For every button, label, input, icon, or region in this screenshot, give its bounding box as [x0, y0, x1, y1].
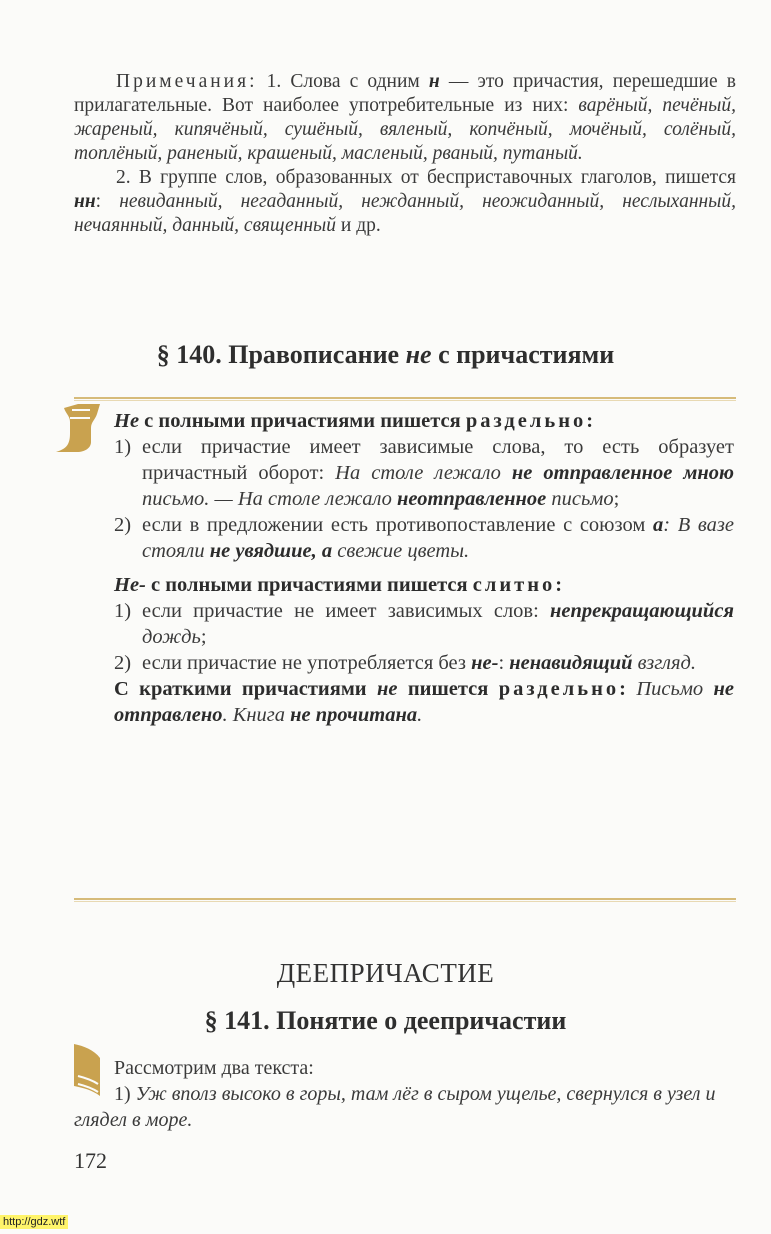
notes-label: Примечания:: [116, 71, 258, 92]
rule-2-spaced: слитно: [472, 574, 556, 596]
rule-1-spaced: раздельно: [465, 410, 587, 432]
rule-top-divider: [74, 397, 736, 399]
item-punct: :: [498, 652, 510, 674]
intro-line-1: Рассмотрим два текста:: [114, 1057, 314, 1079]
item-example-bold: неотправленное: [397, 488, 547, 510]
rule-1-item-2: [114, 512, 734, 564]
note-1-num: 1. Слова с одним: [257, 71, 429, 92]
item-example: На столе лежало: [335, 462, 512, 484]
intro-line-2-num: 1): [114, 1083, 136, 1105]
note-2-end: и др.: [336, 215, 381, 236]
rule-2-heading: [114, 572, 734, 598]
rule-2-item-2: [114, 650, 734, 676]
item-punct: ;: [200, 626, 207, 648]
item-number: 1): [114, 600, 132, 622]
section-140-title: [0, 340, 771, 370]
rule-1-heading: [114, 408, 734, 434]
watermark-link[interactable]: http://gdz.wtf: [0, 1215, 68, 1229]
rule-1-colon: :: [586, 410, 594, 432]
rule-2-colon: :: [555, 574, 563, 596]
item-example-bold: не-: [471, 652, 499, 674]
rule-2-ne: Не-: [114, 574, 146, 596]
section-141-title: § 141. Понятие о деепричастии: [204, 1006, 567, 1035]
item-example-bold: а: [652, 514, 664, 536]
rule-3-colon: :: [619, 678, 637, 700]
item-example: свежие цветы.: [332, 540, 470, 562]
intro-line-2: [74, 1081, 736, 1133]
item-example: письмо. — На столе лежало: [142, 488, 398, 510]
rule-3-example: Письмо: [636, 678, 714, 700]
rule-2-item-1: [114, 598, 734, 650]
rule-marker-icon: [50, 398, 112, 460]
item-text: если причастие имеет зависимые слова, то есть образует причастный оборот:: [142, 436, 734, 484]
rule-3: [114, 676, 734, 728]
section-140-prefix: § 140. Правописание: [156, 340, 406, 369]
note-1-text: — это причастия, перешедшие в прилагательные. Вот наиболее употребительные из них:: [74, 71, 736, 116]
section-140-ne: не: [405, 340, 432, 369]
note-2: [74, 166, 736, 238]
note-2-nn: нн: [74, 191, 96, 212]
notes-block: [74, 70, 736, 238]
item-text: если причастие не употребляется без: [142, 652, 472, 674]
item-example-bold: не отправленное мною: [511, 462, 735, 484]
note-1-examples: варёный, печёный, жареный, кипячёный, сушёный, вяленый, копчёный, мочёный, солёный, топлёный, раненый, крашеный, масленый, рваный, путаный.: [74, 95, 736, 164]
note-1: [74, 70, 736, 166]
rule-box: [114, 408, 734, 728]
item-example-bold: непрекращающийся: [550, 600, 734, 622]
item-example: письмо: [546, 488, 614, 510]
item-example: взгляд.: [632, 652, 696, 674]
item-text: если в предложении есть противопоставление с союзом: [142, 514, 653, 536]
item-example: : В вазе стояли: [142, 514, 734, 562]
rule-3-ne: не: [376, 678, 398, 700]
rule-3-spaced: раздельно: [498, 678, 620, 700]
rule-3-example-bold: не отправлено: [114, 678, 735, 726]
rule-1-ne: Не: [114, 410, 140, 432]
item-text: если причастие не имеет зависимых слов:: [142, 600, 551, 622]
item-number: 2): [114, 514, 132, 536]
rule-3-example: . Книга: [222, 704, 291, 726]
note-2-colon: :: [95, 191, 120, 212]
page-number: 172: [74, 1148, 107, 1173]
rule-3-text2: пишется: [397, 678, 499, 700]
rule-3-text: С краткими причастиями: [114, 678, 377, 700]
note-2-examples: невиданный, негаданный, нежданный, неожиданный, неслыханный, нечаянный, данный, священный: [74, 191, 736, 236]
rule-2-text: с полными причастиями пишется: [145, 574, 473, 596]
item-example-bold: ненавидящий: [509, 652, 633, 674]
intro-block: [74, 1055, 736, 1133]
rule-3-example-bold: не прочитана: [290, 704, 418, 726]
rule-3-example: .: [417, 704, 423, 726]
chapter-title: ДЕЕПРИЧАСТИЕ: [276, 958, 495, 988]
note-2-text: 2. В группе слов, образованных от бесприставочных глаголов, пишется: [116, 167, 736, 188]
item-punct: ;: [613, 488, 620, 510]
item-example: дождь: [142, 626, 201, 648]
item-number: 2): [114, 652, 132, 674]
rule-bottom-divider: [74, 898, 736, 900]
rule-1-text: с полными причастиями пишется: [139, 410, 466, 432]
section-140-suffix: с причастиями: [431, 340, 615, 369]
rule-1-item-1: [114, 434, 734, 512]
item-example-bold: не увядшие, а: [209, 540, 333, 562]
intro-line-2-text: Уж вполз высоко в горы, там лёг в сыром ущелье, свернулся в узел и глядел в море.: [74, 1083, 716, 1131]
note-1-n: н: [428, 71, 440, 92]
item-number: 1): [114, 436, 132, 458]
